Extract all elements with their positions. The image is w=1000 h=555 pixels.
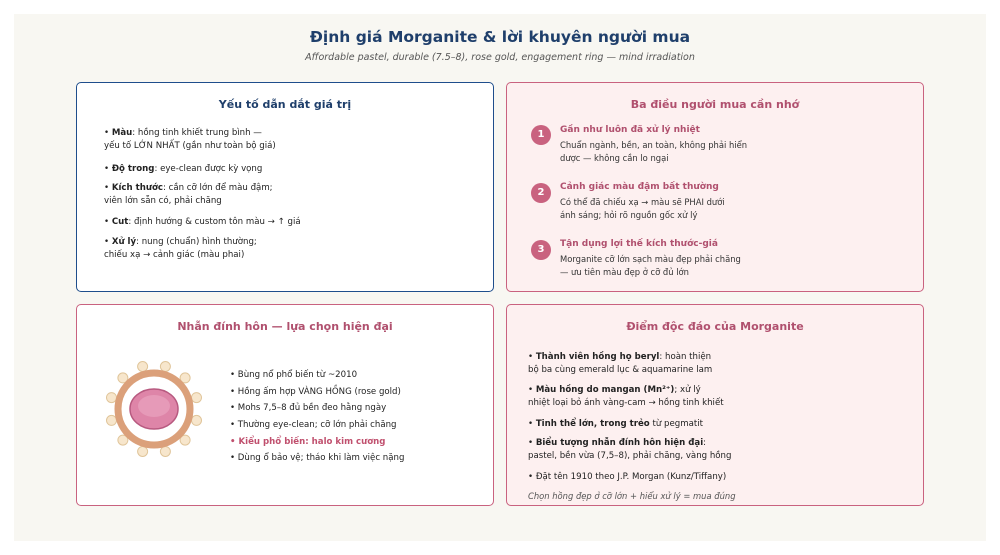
engagement-item: • Hồng ấm hợp VÀNG HỒNG (rose gold)	[230, 387, 401, 397]
value-factor-item: • Cut: định hướng & custom tôn màu → ↑ giá	[104, 217, 301, 227]
value-factors-panel	[76, 82, 494, 292]
engagement-title: Nhẫn đính hôn — lựa chọn hiện đại	[177, 320, 393, 333]
unique-note: Chọn hồng đẹp ở cỡ lớn + hiểu xử lý = mua đúng	[528, 491, 736, 501]
unique-item: • Màu hồng do mangan (Mn²⁺); xử lý nhiệt loại bỏ ánh vàng-cam → hồng tinh khiết	[528, 385, 724, 408]
halo-stone	[160, 447, 170, 457]
value-factors-title: Yếu tố dẫn dắt giá trị	[218, 98, 352, 111]
engagement-item-highlight: • Kiểu phổ biến: halo kim cương	[230, 437, 386, 447]
halo-stone	[192, 415, 202, 425]
tip-title: Cảnh giác màu đậm bất thường	[560, 182, 719, 192]
value-factor-item: • Kích thước: cần cỡ lớn để màu đậm; viên lớn sẵn có, phải chăng	[104, 183, 273, 206]
buyer-tips-title: Ba điều người mua cần nhớ	[630, 98, 800, 111]
value-factor-item: • Độ trong: eye-clean được kỳ vọng	[104, 164, 263, 174]
value-factor-item: • Xử lý: nung (chuẩn) hình thường; chiếu xạ → cảnh giác (màu phai)	[104, 237, 257, 260]
engagement-item: • Dùng ổ bảo vệ; tháo khi làm việc nặng	[230, 453, 405, 463]
engagement-panel	[76, 304, 494, 506]
unique-item: • Thành viên hồng họ beryl: hoàn thiện bộ ba cùng emerald lục & aquamarine lam	[528, 352, 713, 375]
ring-icon	[104, 359, 204, 459]
unique-item: • Biểu tượng nhẫn đính hôn hiện đại: pastel, bền vừa (7,5–8), phải chăng, vàng hồng	[528, 438, 732, 461]
unique-item: • Đặt tên 1910 theo J.P. Morgan (Kunz/Tiffany)	[528, 472, 727, 482]
halo-stone	[106, 415, 116, 425]
unique-title: Điểm độc đáo của Morganite	[626, 320, 804, 333]
halo-stone	[138, 361, 148, 371]
tip-title: Gần như luôn đã xử lý nhiệt	[560, 125, 700, 135]
tip-text: Chuẩn ngành, bền, an toàn, không phải hiển dược — không cần lo ngại	[560, 140, 748, 163]
tip-title: Tận dụng lợi thế kích thước-giá	[560, 239, 718, 249]
unique-panel	[506, 304, 924, 506]
halo-stone	[138, 447, 148, 457]
tip-number-badge: 2	[531, 183, 551, 203]
halo-stone	[160, 361, 170, 371]
engagement-item: • Mohs 7,5–8 đủ bền đeo hằng ngày	[230, 403, 387, 413]
tip-number-badge: 3	[531, 240, 551, 260]
tip-text: Có thể đã chiếu xạ → màu sẽ PHAI dưới ánh sáng; hỏi rõ nguồn gốc xử lý	[560, 197, 725, 220]
page-title: Định giá Morganite & lời khuyên người mua	[309, 28, 691, 46]
buyer-tips-panel	[506, 82, 924, 292]
value-factor-item: • Màu: hồng tinh khiết trung bình — yếu tố LỚN NHẤT (gần như toàn bộ giá)	[104, 128, 276, 151]
tip-text: Morganite cỡ lớn sạch màu đẹp phải chăng — ưu tiên màu đẹp ở cỡ đủ lớn	[560, 254, 741, 277]
unique-item: • Tinh thể lớn, trong trẻo từ pegmatit	[528, 419, 703, 429]
halo-stone	[192, 393, 202, 403]
gem-highlight	[138, 395, 170, 417]
halo-stone	[106, 393, 116, 403]
engagement-item: • Thường eye-clean; cỡ lớn phải chăng	[230, 420, 397, 430]
tip-number-badge: 1	[531, 125, 551, 145]
engagement-item: • Bùng nổ phổ biến từ ~2010	[230, 370, 358, 380]
page-subtitle: Affordable pastel, durable (7.5–8), rose gold, engagement ring — mind irradiation	[305, 52, 695, 63]
